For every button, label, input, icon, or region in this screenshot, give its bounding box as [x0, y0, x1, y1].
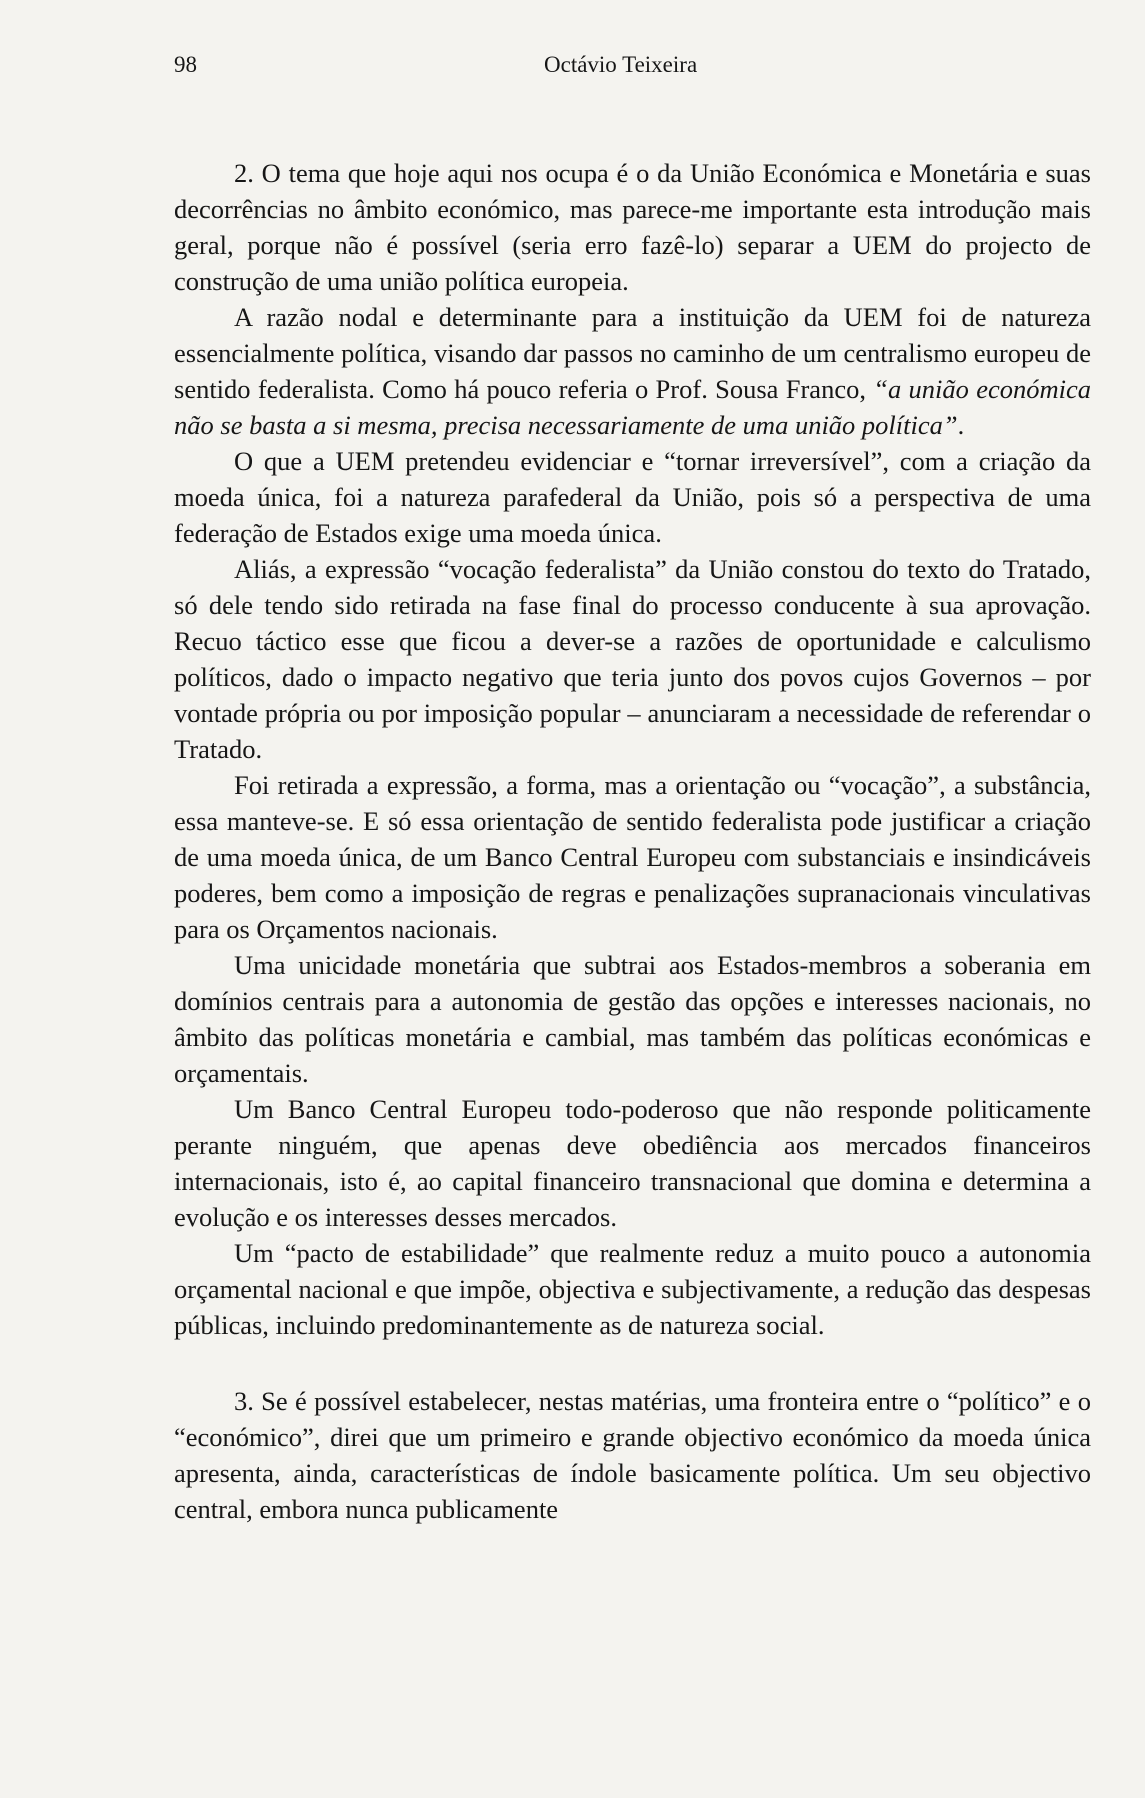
running-head: Octávio Teixeira: [544, 52, 698, 77]
paragraph: Um “pacto de estabilidade” que realmente reduz a muito pouco a autonomia orçamental nacional e que impõe, objectiva e subjectivamente, a redução das despesas públicas, incluindo predominantemente as de natureza social.: [174, 1238, 1091, 1340]
page-header: [174, 52, 1074, 92]
paragraph: 2. O tema que hoje aqui nos ocupa é o da União Económica e Monetária e suas decorrências no âmbito económico, mas parece-me importante esta introdução mais geral, porque não é possível (seria erro fazê-lo) separar a UEM do projecto de construção de uma união política europeia.: [174, 158, 1091, 296]
paragraph: O que a UEM pretendeu evidenciar e “tornar irreversível”, com a criação da moeda única, foi a natureza parafederal da União, pois só a perspectiva de uma federação de Estados exige uma moeda única.: [174, 446, 1091, 548]
paragraph: Foi retirada a expressão, a forma, mas a orientação ou “vocação”, a substância, essa manteve-se. E só essa orientação de sentido federalista pode justificar a criação de uma moeda única, de um Banco Central Europeu com substanciais e insindicáveis poderes, bem como a imposição de regras e penalizações supranacionais vinculativas para os Orçamentos nacionais.: [174, 770, 1091, 944]
section-break: [174, 1343, 1091, 1383]
page-number: 98: [174, 52, 197, 77]
paragraph: Aliás, a expressão “vocação federalista” da União constou do texto do Tratado, só dele tendo sido retirada na fase final do processo conducente à sua aprovação. Recuo táctico esse que ficou a dever-se a razões de oportunidade e calculismo políticos, dado o impacto negativo que teria junto dos povos cujos Governos – por vontade própria ou por imposição popular – anunciaram a necessidade de referendar o Tratado.: [174, 554, 1091, 764]
paragraph: 3. Se é possível estabelecer, nestas matérias, uma fronteira entre o “político” e o “económico”, direi que um primeiro e grande objectivo económico da moeda única apresenta, ainda, características de índole basicamente política. Um seu objectivo central, embora nunca publicamente: [174, 1386, 1091, 1524]
paragraph: Uma unicidade monetária que subtrai aos Estados-membros a soberania em domínios centrais para a autonomia de gestão das opções e interesses nacionais, no âmbito das políticas monetária e cambial, mas também das políticas económicas e orçamentais.: [174, 950, 1091, 1088]
paragraph: A razão nodal e determinante para a instituição da UEM foi de natureza essencialmente política, visando dar passos no caminho de um centralismo europeu de sentido federalista. Como há pouco referia o Prof. Sousa Franco, “a união económica não se basta a si mesma, precisa necessariamente de uma união política”.: [174, 302, 1092, 440]
quotation: “a união económica não se basta a si mesma, precisa necessariamente de uma união política”: [174, 374, 1092, 440]
body-text: [174, 155, 1091, 1527]
paragraph: Um Banco Central Europeu todo-poderoso que não responde politicamente perante ninguém, que apenas deve obediência aos mercados financeiros internacionais, isto é, ao capital financeiro transnacional que domina e determina a evolução e os interesses desses mercados.: [174, 1094, 1091, 1232]
